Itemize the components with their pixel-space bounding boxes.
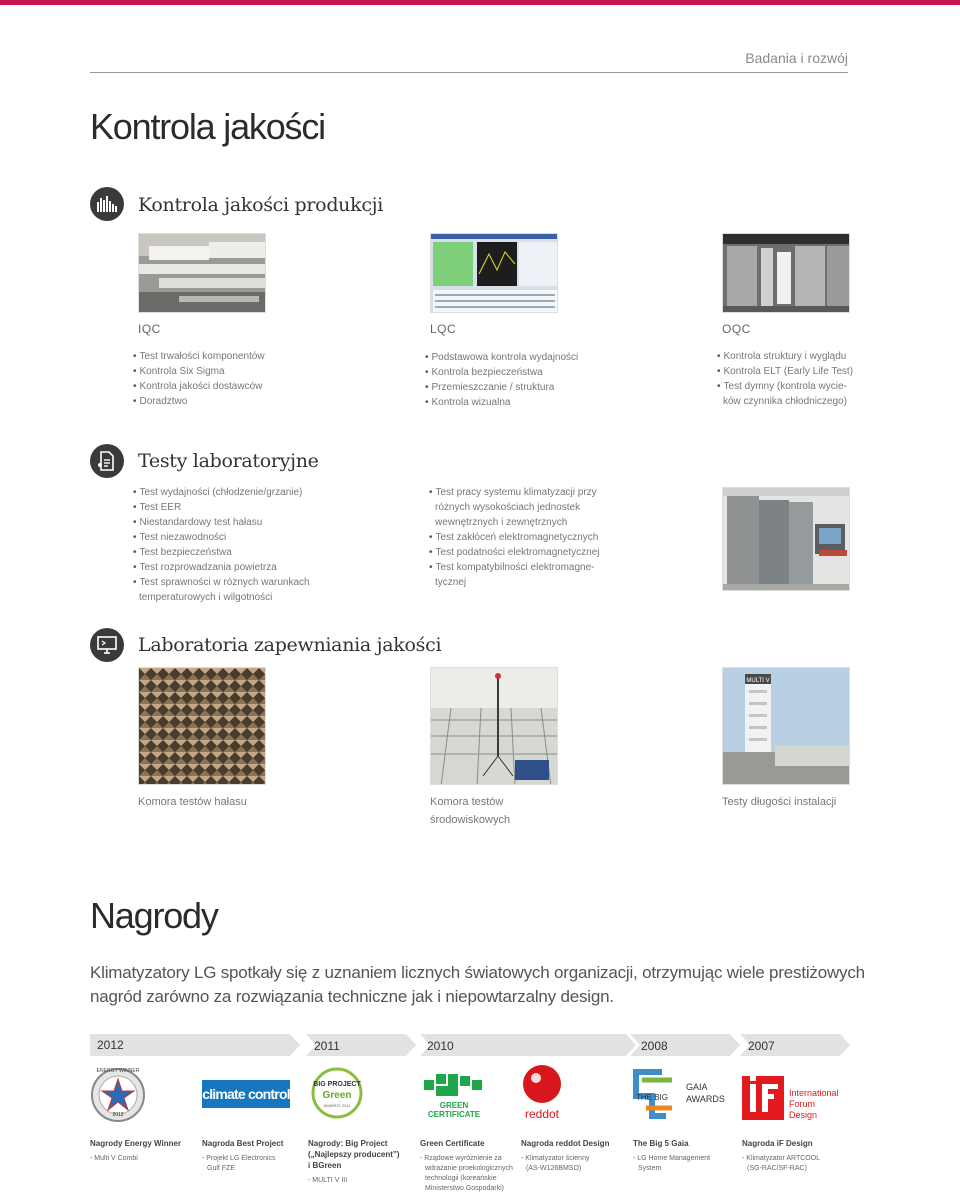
- big-project-logo: [306, 1066, 368, 1120]
- award-name-cont: i BGreen: [308, 1161, 342, 1170]
- award-desc: (SG-RAC/SF-RAC): [747, 1165, 807, 1172]
- award-name: Nagroda Best Project: [202, 1139, 284, 1148]
- award-name: Nagrody Energy Winner: [90, 1139, 182, 1148]
- award-desc: wdrażanie proekologicznych: [425, 1165, 513, 1172]
- climate-control-logo: [202, 1080, 290, 1108]
- list-item: • Podstawowa kontrola wydajności: [425, 350, 645, 365]
- oqc-list: [717, 349, 917, 409]
- section-title-production: Kontrola jakości produkcji: [138, 194, 384, 216]
- green-certificate-logo: [420, 1070, 488, 1120]
- award-desc: Ministerstwo Gospodarki): [425, 1185, 504, 1192]
- year-timeline: [90, 1034, 850, 1056]
- award-green-certificate: [420, 1138, 520, 1192]
- year-label: 2008: [641, 1039, 668, 1053]
- climate-control-text: climate control: [202, 1086, 290, 1102]
- lab-tests-list-right: [429, 485, 689, 590]
- list-item: • Test trwałości komponentów: [133, 349, 333, 364]
- lqc-list: [425, 350, 645, 410]
- reddot-logo: [520, 1062, 566, 1122]
- award-desc: System: [638, 1165, 662, 1172]
- list-item: • Test niezawodności: [133, 530, 393, 545]
- list-item: • Kontrola jakości dostawców: [133, 379, 333, 394]
- page-title: Kontrola jakości: [90, 106, 325, 147]
- list-item: • Test rozprowadzania powietrza: [133, 560, 393, 575]
- award-desc: technologii (koreańskie: [425, 1175, 497, 1182]
- monitor-icon: [90, 628, 124, 662]
- awards-intro-line-2: nagród zarówno za rozwiązania techniczne jak i niepowtarzalny design.: [90, 987, 614, 1006]
- energy-winner-text: ENERGY WINNER: [96, 1068, 140, 1074]
- lab-equipment-photo: [722, 487, 850, 591]
- award-name: The Big 5 Gaia: [633, 1139, 689, 1148]
- year-label: 2012: [97, 1038, 124, 1052]
- list-item: • Test bezpieczeństwa: [133, 545, 393, 560]
- award-desc: - MULTI V III: [308, 1177, 348, 1184]
- list-item: • Test pracy systemu klimatyzacji przy: [429, 485, 689, 500]
- list-item: • Test podatności elektromagnetycznej: [429, 545, 689, 560]
- list-item: tycznej: [435, 577, 467, 588]
- big-project-text: BIG PROJECT: [313, 1081, 361, 1088]
- document-icon: [90, 444, 124, 478]
- list-item: • Kontrola bezpieczeństwa: [425, 365, 645, 380]
- if-text-2: Forum: [789, 1099, 816, 1109]
- award-desc: - Projekt LG Electronics: [202, 1155, 276, 1162]
- iqc-photo: [138, 233, 266, 313]
- header-divider: [90, 72, 848, 73]
- list-item: • Test dymny (kontrola wycie-: [717, 379, 917, 394]
- award-desc: - Klimatyzator ścienny: [521, 1155, 590, 1162]
- award-name-cont: („Najlepszy producent”): [308, 1150, 400, 1159]
- bar-chart-icon: [90, 187, 124, 221]
- top-accent-bar: [0, 0, 960, 5]
- list-item: • Test kompatybilności elektromagne-: [429, 560, 689, 575]
- list-item: • Test wydajności (chłodzenie/grzanie): [133, 485, 393, 500]
- award-name: Nagroda reddot Design: [521, 1139, 610, 1148]
- gaia-awards-text: AWARDS: [686, 1094, 725, 1104]
- green-certificate-text-2: CERTIFICATE: [427, 1110, 481, 1119]
- section-title-labs: Laboratoria zapewniania jakości: [138, 634, 442, 656]
- gaia-awards-logo: [632, 1068, 734, 1120]
- big-project-green: Green: [322, 1090, 352, 1101]
- award-if-design: [742, 1138, 848, 1174]
- list-item: temperaturowych i wilgotności: [139, 592, 273, 603]
- gaia-big-text: THE BIG: [636, 1093, 669, 1102]
- award-desc: - LG Home Management: [633, 1155, 711, 1162]
- award-desc: - Multi V Combi: [90, 1155, 138, 1162]
- list-item: ków czynnika chłodniczego): [723, 396, 847, 407]
- lqc-photo: [430, 233, 558, 313]
- caption-installation-length: Testy długości instalacji: [722, 796, 837, 808]
- lab-tests-list-left: [133, 485, 393, 605]
- if-design-logo: [742, 1076, 848, 1120]
- award-energy-winner: [90, 1138, 198, 1164]
- list-item: • Test sprawności w różnych warunkach: [133, 575, 393, 590]
- award-desc: Gulf FZE: [207, 1165, 236, 1172]
- caption-environment-chamber-2: środowiskowych: [430, 814, 511, 826]
- section-tag: Badania i rozwój: [745, 50, 848, 66]
- award-big-project: [308, 1138, 416, 1186]
- if-text-3: Design: [789, 1110, 818, 1120]
- installation-tower-photo: [722, 667, 850, 785]
- list-item: • Kontrola Six Sigma: [133, 364, 333, 379]
- reddot-text: reddot: [524, 1107, 560, 1121]
- award-desc: (AS-W126BMSO): [526, 1165, 582, 1172]
- list-item: wewnętrznych i zewnętrznych: [435, 517, 568, 528]
- list-item: • Niestandardowy test hałasu: [133, 515, 393, 530]
- year-label: 2010: [427, 1039, 454, 1053]
- list-item: • Test EER: [133, 500, 393, 515]
- big-project-year: AWARDS 2011: [323, 1103, 351, 1108]
- list-item: • Przemieszczanie / struktura: [425, 380, 645, 395]
- oqc-label: OQC: [722, 322, 751, 336]
- award-gaia: [633, 1138, 737, 1174]
- awards-title: Nagrody: [90, 895, 218, 936]
- award-desc: - Rządowe wyróżnienie za: [420, 1155, 502, 1162]
- list-item: • Kontrola ELT (Early Life Test): [717, 364, 917, 379]
- award-name: Nagroda iF Design: [742, 1139, 813, 1148]
- caption-noise-chamber: Komora testów hałasu: [138, 796, 247, 808]
- noise-chamber-photo: [138, 667, 266, 785]
- if-text-1: International: [789, 1088, 839, 1098]
- environment-chamber-photo: [430, 667, 558, 785]
- iqc-list: [133, 349, 333, 409]
- award-name: Green Certificate: [420, 1139, 485, 1148]
- list-item: różnych wysokościach jednostek: [435, 502, 581, 513]
- year-label: 2011: [314, 1039, 340, 1053]
- energy-winner-year: 2012: [112, 1112, 124, 1118]
- award-reddot: [521, 1138, 627, 1174]
- green-certificate-text-1: GREEN: [439, 1101, 469, 1110]
- section-title-lab-tests: Testy laboratoryjne: [138, 450, 319, 472]
- award-best-project: [202, 1138, 302, 1174]
- list-item: • Kontrola wizualna: [425, 395, 645, 410]
- list-item: • Kontrola struktury i wyglądu: [717, 349, 917, 364]
- list-item: • Test zakłóceń elektromagnetycznych: [429, 530, 689, 545]
- list-item: • Doradztwo: [133, 394, 333, 409]
- award-desc: - Klimatyzator ARTCOOL: [742, 1155, 821, 1162]
- caption-environment-chamber-1: Komora testów: [430, 796, 504, 808]
- oqc-photo: [722, 233, 850, 313]
- tower-label: MULTI V: [746, 678, 770, 684]
- award-name: Nagrody: Big Project: [308, 1139, 388, 1148]
- iqc-label: IQC: [138, 322, 161, 336]
- gaia-text: GAIA: [686, 1082, 708, 1092]
- year-label: 2007: [748, 1039, 775, 1053]
- lqc-label: LQC: [430, 322, 457, 336]
- awards-intro-line-1: Klimatyzatory LG spotkały się z uznaniem licznych światowych organizacji, otrzymując wiele prestiżowych: [90, 963, 865, 982]
- energy-winner-logo: [90, 1064, 146, 1122]
